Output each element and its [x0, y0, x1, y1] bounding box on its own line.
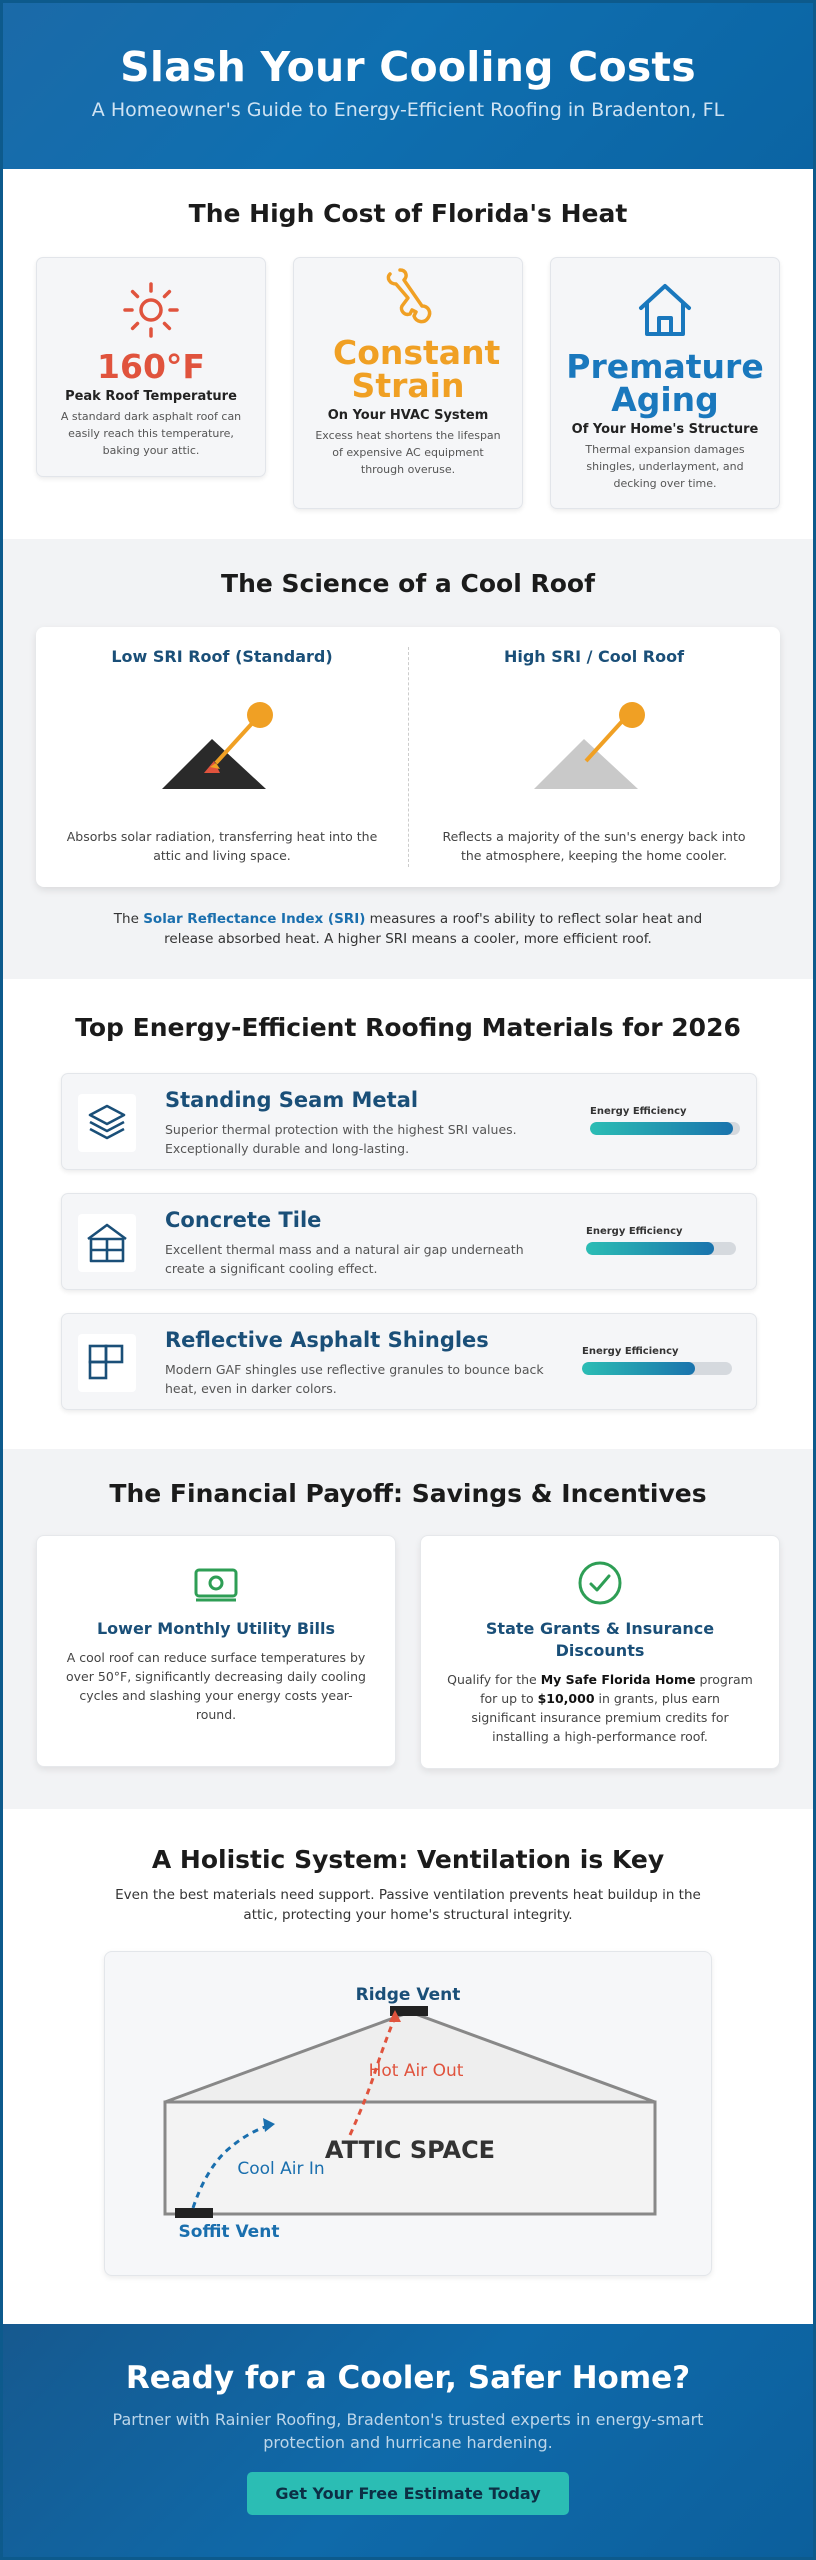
low-sri-description: Absorbs solar radiation, transferring heat into the attic and living space.: [66, 829, 378, 863]
sri-note-text: The: [113, 911, 144, 927]
program-name: My Safe Florida Home: [540, 1672, 696, 1687]
sri-note-text: measures a roof's ability to reflect solar heat and release absorbed heat. A higher SRI means a cooler, more efficient roof.: [164, 911, 703, 947]
heat-card-description: Excess heat shortens the lifespan of expensive AC equipment through overuse.: [315, 429, 501, 476]
ridge-vent-label: Ridge Vent: [355, 1985, 461, 2005]
low-sri-column: [36, 627, 408, 887]
grants-text: Qualify for the: [447, 1672, 541, 1687]
soffit-vent-label: Soffit Vent: [178, 2222, 280, 2242]
material-icon-box: [78, 1334, 136, 1392]
grant-amount: $10,000: [537, 1691, 595, 1706]
finance-section: [3, 1449, 813, 1809]
material-card-metal: [61, 1073, 757, 1170]
attic-space-label: ATTIC SPACE: [324, 2136, 496, 2164]
wrench-icon: [378, 266, 438, 328]
grants-text: program for up to: [480, 1672, 753, 1706]
material-description: Modern GAF shingles use reflective granules to bounce back heat, even in darker colors.: [165, 1362, 544, 1396]
ventilation-section: [3, 1809, 813, 2324]
material-card-tile: [61, 1193, 757, 1290]
finance-section-title: The Financial Payoff: Savings & Incentives: [109, 1479, 707, 1508]
efficiency-label: Energy Efficiency: [582, 1346, 679, 1357]
cta-title: Ready for a Cooler, Safer Home?: [125, 2360, 691, 2396]
money-icon: [191, 1558, 241, 1608]
utility-description: A cool roof can reduce surface temperatures by over 50°F, significantly decreasing daily cooling cycles and slashing your energy costs year-round.: [66, 1650, 366, 1722]
utility-savings-card: [36, 1535, 396, 1767]
home-icon: [635, 280, 695, 340]
sri-comparison-card: [36, 627, 780, 887]
roof-temperature-card: [36, 257, 266, 477]
material-description: Superior thermal protection with the highest SRI values. Exceptionally durable and long-lasting.: [165, 1122, 517, 1156]
material-name: Concrete Tile: [165, 1208, 322, 1232]
materials-section: [3, 979, 813, 1449]
high-sri-roof-diagram: [514, 677, 674, 797]
cta-section: [3, 2324, 813, 2560]
material-card-shingles: [61, 1313, 757, 1410]
hero-header: [3, 3, 813, 169]
free-estimate-button[interactable]: Get Your Free Estimate Today: [247, 2472, 568, 2515]
material-name: Standing Seam Metal: [165, 1088, 419, 1112]
efficiency-label: Energy Efficiency: [590, 1106, 687, 1117]
sun-icon: [121, 280, 181, 340]
efficiency-bar: [590, 1122, 740, 1135]
science-section: [3, 539, 813, 979]
material-description: Excellent thermal mass and a natural air gap underneath create a significant cooling effect.: [165, 1242, 524, 1276]
check-circle-icon: [575, 1558, 625, 1608]
sri-highlight: Solar Reflectance Index (SRI): [143, 911, 366, 927]
high-sri-heading: High SRI / Cool Roof: [503, 647, 685, 666]
heat-card-headline: Constant Strain: [333, 333, 501, 405]
sri-explanation: [93, 909, 723, 949]
low-sri-heading: Low SRI Roof (Standard): [111, 647, 333, 666]
grants-text: in grants, plus earn significant insurance premium credits for installing a high-performance roof.: [471, 1691, 729, 1744]
efficiency-meter: [590, 1106, 740, 1135]
efficiency-fill: [590, 1122, 733, 1135]
high-sri-description: Reflects a majority of the sun's energy back into the atmosphere, keeping the home cooler.: [442, 829, 746, 863]
heat-section-title: The High Cost of Florida's Heat: [188, 199, 628, 228]
efficiency-meter: [582, 1346, 732, 1375]
grants-card: [420, 1535, 780, 1769]
material-name: Reflective Asphalt Shingles: [165, 1328, 489, 1352]
cta-text: Partner with Rainier Roofing, Bradenton's trusted experts in energy-smart protection and hurricane hardening.: [112, 2410, 704, 2452]
high-sri-column: [408, 627, 780, 887]
efficiency-fill: [586, 1242, 714, 1255]
materials-section-title: Top Energy-Efficient Roofing Materials for 2026: [75, 1013, 741, 1042]
cool-air-label: Cool Air In: [237, 2159, 325, 2179]
efficiency-fill: [582, 1362, 695, 1375]
material-icon-box: [78, 1214, 136, 1272]
heat-card-description: Thermal expansion damages shingles, underlayment, and decking over time.: [585, 443, 745, 490]
efficiency-label: Energy Efficiency: [586, 1226, 683, 1237]
efficiency-meter: [586, 1226, 736, 1255]
material-icon-box: [78, 1094, 136, 1152]
grants-description: [447, 1670, 753, 1746]
attic-ventilation-diagram: [105, 1952, 713, 2277]
heat-card-headline: Premature Aging: [566, 347, 764, 419]
ventilation-section-title: A Holistic System: Ventilation is Key: [151, 1845, 665, 1874]
soffit-vent-marker: [175, 2208, 213, 2218]
tile-home-icon: [78, 1214, 136, 1272]
structure-aging-card: [550, 257, 780, 509]
heat-card-description: A standard dark asphalt roof can easily reach this temperature, baking your attic.: [60, 410, 242, 457]
ventilation-intro: Even the best materials need support. Passive ventilation prevents heat buildup in the attic, protecting your home's structural integrity.: [115, 1887, 701, 1923]
layers-icon: [78, 1094, 136, 1152]
page-subtitle: A Homeowner's Guide to Energy-Efficient Roofing in Bradenton, FL: [91, 99, 725, 121]
heat-card-subtitle: On Your HVAC System: [327, 408, 489, 423]
ventilation-diagram-card: [104, 1951, 712, 2276]
grants-heading: State Grants & Insurance Discounts: [485, 1619, 715, 1660]
heat-card-subtitle: Of Your Home's Structure: [571, 422, 759, 437]
heat-card-subtitle: Peak Roof Temperature: [65, 389, 237, 404]
heat-card-headline: 160°F: [97, 347, 205, 386]
shingles-icon: [78, 1334, 136, 1392]
efficiency-bar: [586, 1242, 736, 1255]
hot-air-label: Hot Air Out: [368, 2061, 464, 2081]
hvac-strain-card: [293, 257, 523, 509]
efficiency-bar: [582, 1362, 732, 1375]
low-sri-roof-diagram: [142, 677, 302, 797]
page-title: Slash Your Cooling Costs: [120, 43, 696, 91]
utility-heading: Lower Monthly Utility Bills: [96, 1619, 336, 1638]
science-section-title: The Science of a Cool Roof: [221, 569, 595, 598]
heat-section: [3, 169, 813, 539]
